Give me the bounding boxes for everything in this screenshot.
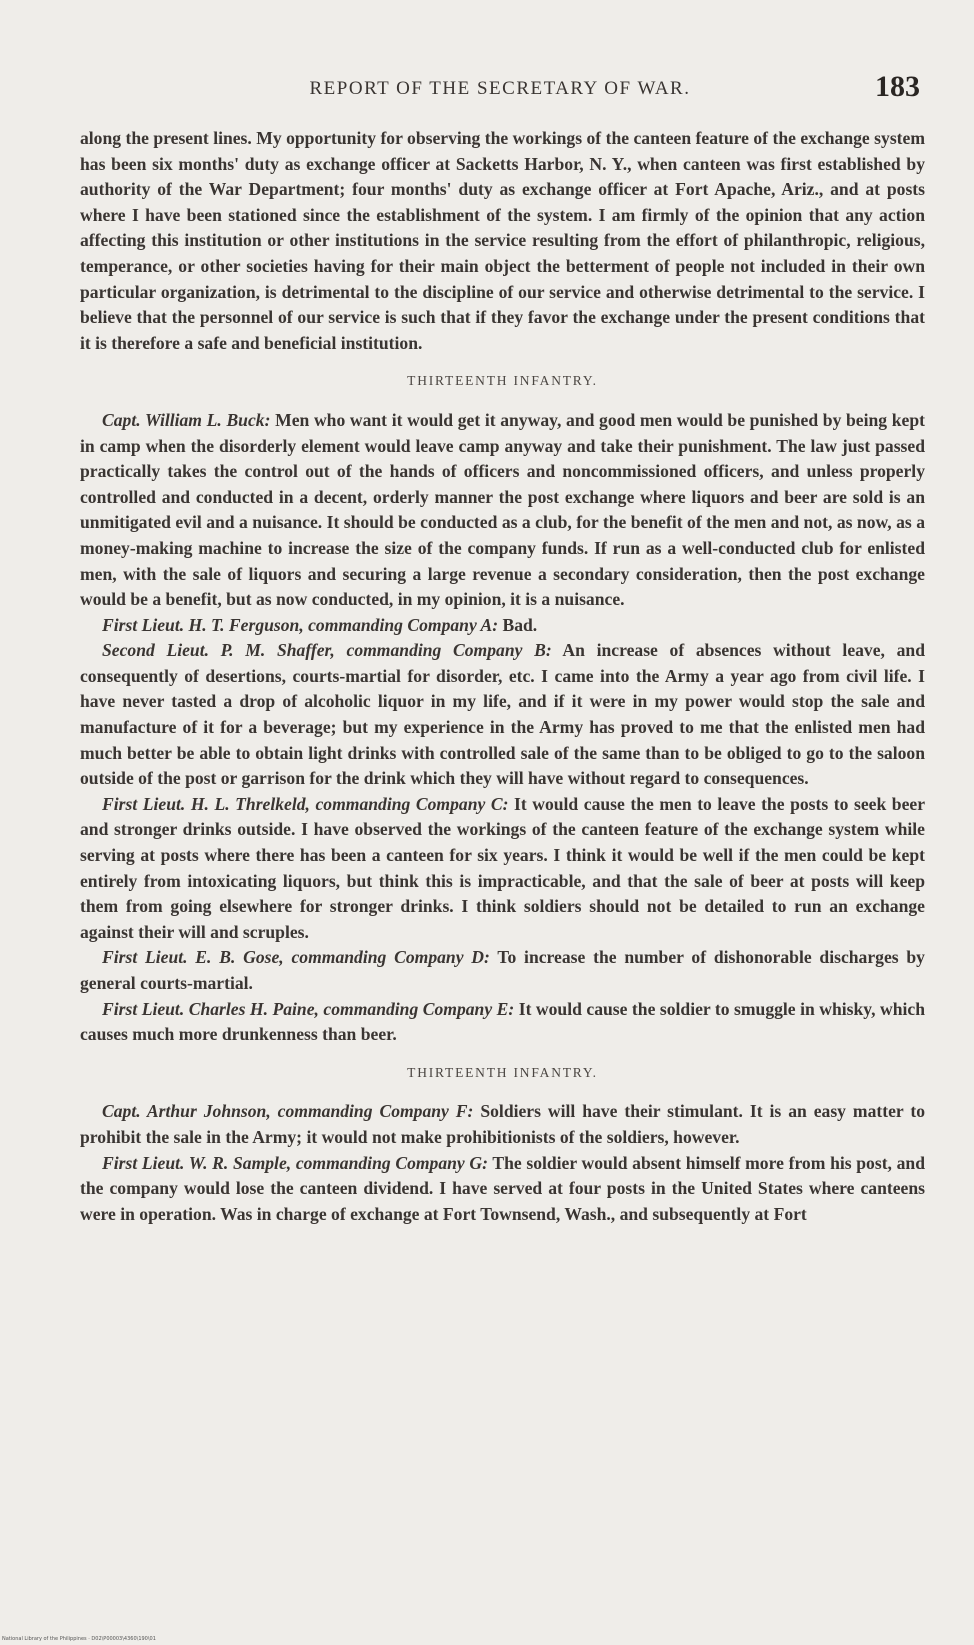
- section-heading: THIRTEENTH INFANTRY.: [407, 1064, 598, 1080]
- testimony-text: The soldier would absent himself more from his post, and the company would lose the canteen dividend. I have served at four posts in the United States where canteens were in operation. Was in charge of exchange at Fort Townsend, Wash., and subsequently at Fort: [80, 1152, 925, 1224]
- testimony-paragraph: [80, 638, 925, 792]
- intro-paragraph: along the present lines. My opportunity for observing the workings of the canteen feature of the exchange system has been six months' duty as exchange officer at Sacketts Harbor, N. Y., when canteen was first established by authority of the War Department; four months' duty as exchange officer at Fort Apache, Ariz., and at posts where I have been stationed since the establishment of the system. I am firmly of the opinion that any action affecting this institution or other institutions in the service resulting from the effort of philanthropic, religious, temperance, or other societies having for their main object the betterment of people not included in their own particular organization, is detrimental to the discipline of our service and otherwise detrimental to the service. I believe that the personnel of our service is such that if they favor the exchange under the present conditions that it is therefore a safe and beneficial institution.: [80, 128, 925, 353]
- officer-name: Second Lieut. P. M. Shaffer, commanding Company B:: [102, 640, 552, 661]
- page-header: [80, 70, 920, 110]
- testimony-text: An increase of absences without leave, and consequently of desertions, courts-martial for disorder, etc. I came into the Army a year ago from civil life. I have never tasted a drop of alcoholic liquor in my life, and if it were in my power would stop the sale and manufacture of it for a beverage; but my experience in the Army has proved to me that the enlisted men had much better be able to obtain light drinks with controlled sale of the same than to be obliged to go to the saloon outside of the post or garrison for the drink which they will have without regard to consequences.: [80, 640, 925, 789]
- testimony-paragraph: [80, 1099, 925, 1150]
- testimony-text: Men who want it would get it anyway, and good men would be punished by being kept in camp when the disorderly element would leave camp anyway and take their punishment. The law just passed practically takes the control out of the hands of officers and noncommissioned officers, and unless properly controlled and conducted in a decent, orderly manner the post exchange where liquors and beer are sold is an unmitigated evil and a nuisance. It should be conducted as a club, for the benefit of the men and not, as now, as a money-making machine to increase the size of the company funds. If run as a well-conducted club for enlisted men, with the sale of liquors and securing a large revenue a secondary consideration, then the post exchange would be a benefit, but as now conducted, in my opinion, it is a nuisance.: [80, 409, 925, 610]
- testimony-paragraph: [80, 613, 925, 639]
- testimony-text: Bad.: [498, 614, 538, 635]
- testimony-paragraph: [80, 792, 925, 946]
- archive-footer: National Library of the Philippines · D02\P00003\4360\190\01: [2, 1636, 156, 1642]
- testimony-text: It would cause the men to leave the posts to seek beer and stronger drinks outside. I have observed the workings of the canteen feature of the exchange system while serving at posts where there has been a canteen for six years. I think it would be well if the men could be kept entirely from intoxicating liquors, but think this is impracticable, and that the sale of beer at posts will keep them from going elsewhere for stronger drinks. I think soldiers should not be detailed to run an exchange against their will and scruples.: [80, 793, 925, 942]
- officer-name: First Lieut. E. B. Gose, commanding Company D:: [102, 947, 490, 968]
- running-head: REPORT OF THE SECRETARY OF WAR.: [309, 78, 691, 99]
- officer-name: First Lieut. W. R. Sample, commanding Company G:: [102, 1152, 488, 1173]
- officer-name: First Lieut. Charles H. Paine, commanding Company E:: [102, 998, 515, 1019]
- officer-name: First Lieut. H. L. Threlkeld, commanding Company C:: [102, 793, 509, 814]
- officer-name: Capt. Arthur Johnson, commanding Company F:: [102, 1101, 474, 1122]
- section-heading: THIRTEENTH INFANTRY.: [407, 373, 598, 389]
- testimony-paragraph: [80, 408, 925, 613]
- officer-name: Capt. William L. Buck:: [102, 409, 271, 430]
- testimony-text: It would cause the soldier to smuggle in whisky, which causes much more drunkenness than beer.: [80, 998, 925, 1045]
- testimony-text: To increase the number of dishonorable discharges by general courts-martial.: [80, 947, 925, 993]
- page-number: 183: [875, 70, 920, 103]
- testimony-paragraph: [80, 1151, 925, 1228]
- testimony-text: Soldiers will have their stimulant. It is an easy matter to prohibit the sale in the Army; it would not make prohibitionists of the soldiers, however.: [80, 1101, 925, 1147]
- testimony-paragraph: [80, 997, 925, 1048]
- officer-name: First Lieut. H. T. Ferguson, commanding Company A:: [102, 614, 499, 635]
- body-text: [80, 126, 925, 1227]
- testimony-paragraph: [80, 945, 925, 996]
